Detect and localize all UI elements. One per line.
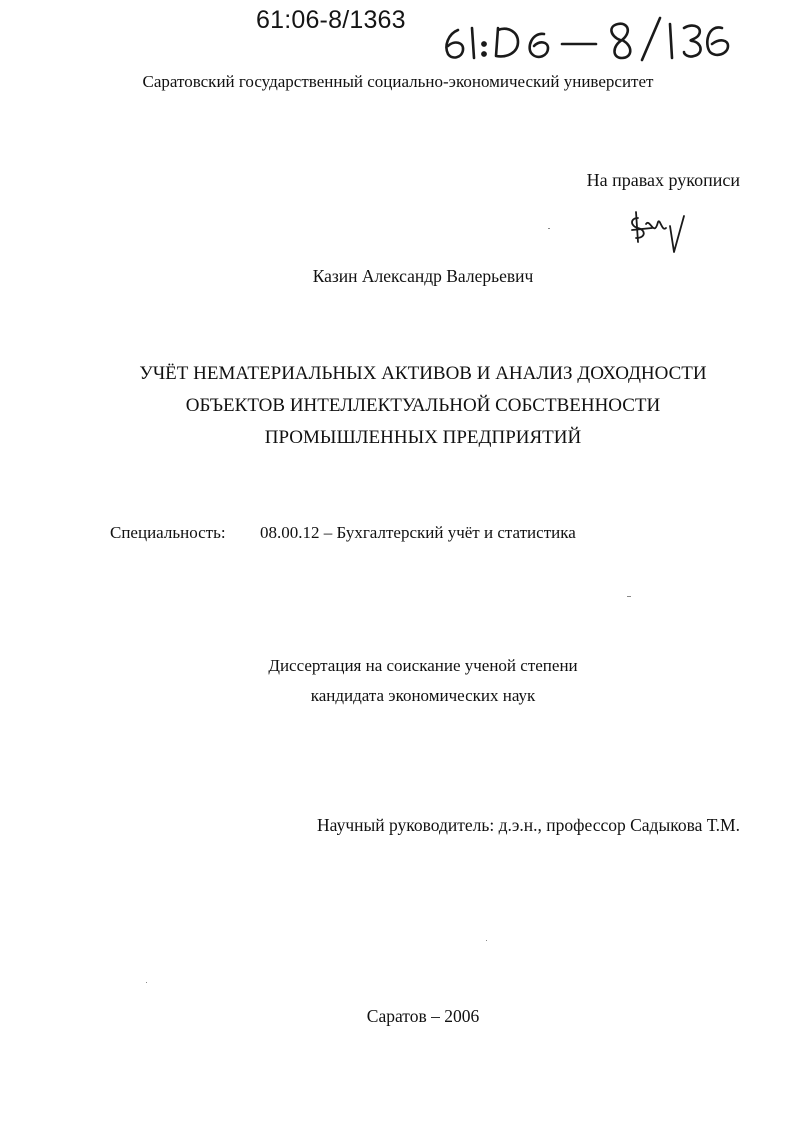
registration-number-handwritten bbox=[436, 14, 736, 64]
author-signature bbox=[626, 208, 688, 260]
manuscript-note: На правах рукописи bbox=[586, 170, 740, 190]
dissertation-title bbox=[0, 358, 796, 454]
author-name: Казин Александр Валерьевич bbox=[312, 266, 534, 286]
specialty-label: Специальность: bbox=[110, 523, 226, 542]
scan-speck bbox=[548, 228, 550, 229]
degree-line-1: Диссертация на соискание ученой степени bbox=[268, 656, 578, 675]
registration-number-typed: 61:06-8/1363 bbox=[256, 6, 406, 34]
title-line-1: УЧЁТ НЕМАТЕРИАЛЬНЫХ АКТИВОВ И АНАЛИЗ ДОХОДНОСТИ bbox=[139, 363, 707, 384]
degree-line-2: кандидата экономических наук bbox=[310, 686, 536, 705]
title-line-3: ПРОМЫШЛЕННЫХ ПРЕДПРИЯТИЙ bbox=[264, 427, 582, 448]
scan-speck bbox=[627, 596, 631, 597]
city-and-year: Саратов – 2006 bbox=[366, 1006, 480, 1026]
title-line-2: ОБЪЕКТОВ ИНТЕЛЛЕКТУАЛЬНОЙ СОБСТВЕННОСТИ bbox=[185, 395, 661, 416]
scan-speck bbox=[486, 940, 487, 941]
scan-speck bbox=[146, 982, 147, 983]
degree-statement bbox=[0, 651, 796, 711]
specialty-value: 08.00.12 – Бухгалтерский учёт и статистика bbox=[260, 523, 576, 542]
scientific-advisor: Научный руководитель: д.э.н., профессор Садыкова Т.М. bbox=[317, 815, 740, 835]
university-name: Саратовский государственный социально-экономический университет bbox=[142, 72, 654, 91]
specialty bbox=[110, 523, 576, 543]
